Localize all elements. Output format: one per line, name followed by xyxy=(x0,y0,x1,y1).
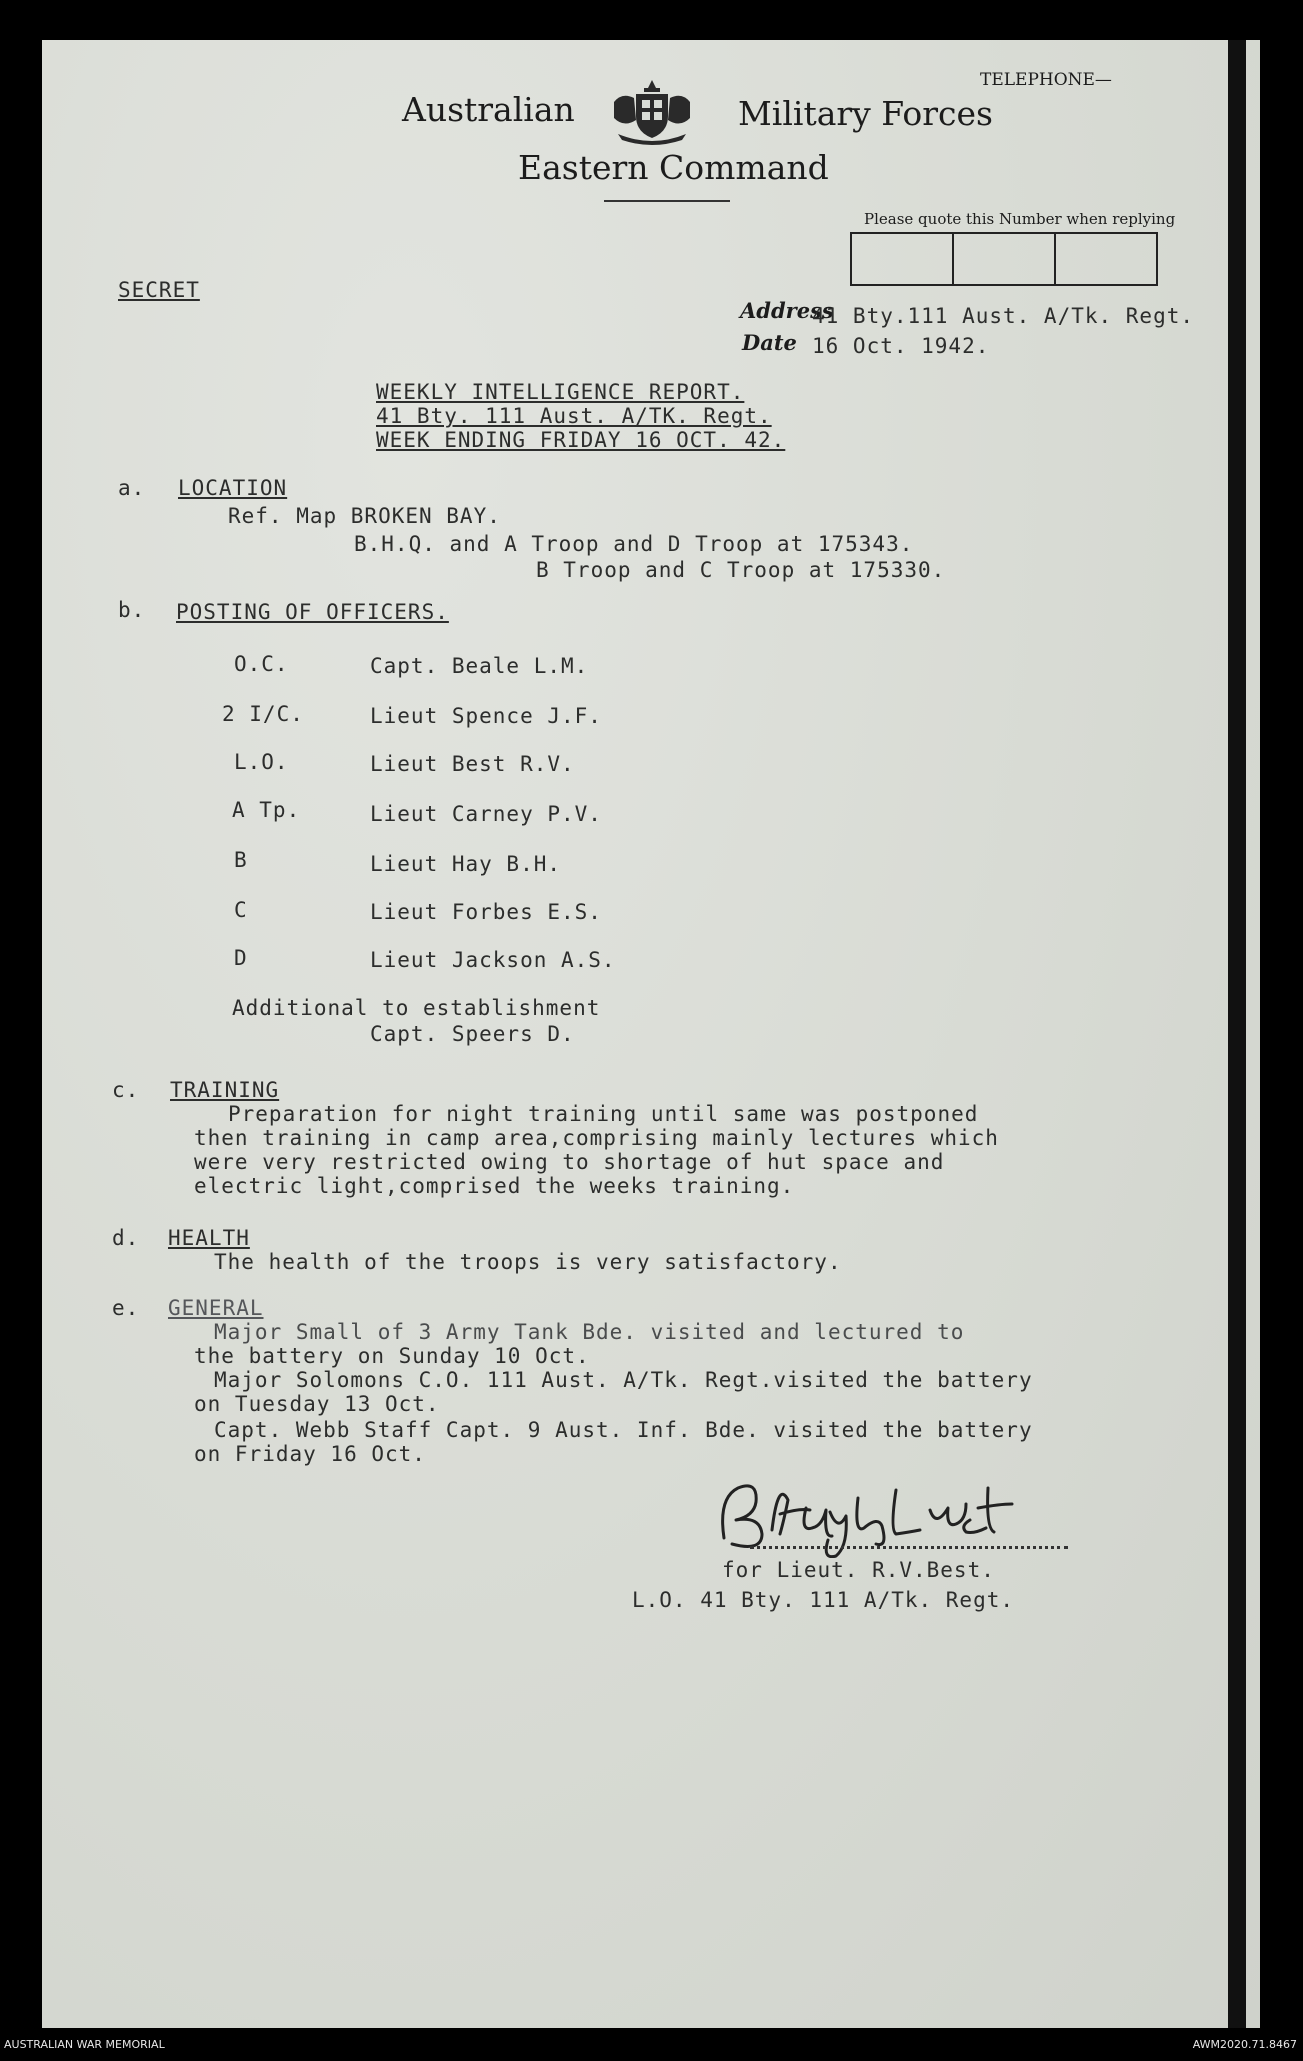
officer-name: Capt. Beale L.M. xyxy=(370,654,589,678)
officer-name: Lieut Forbes E.S. xyxy=(370,900,602,924)
section-a-line2: B.H.Q. and A Troop and D Troop at 175343. xyxy=(354,532,914,556)
date-value: 16 Oct. 1942. xyxy=(812,334,990,358)
letterhead-left-word: Australian xyxy=(402,90,575,129)
handwritten-signature xyxy=(702,1468,1042,1558)
signature-line xyxy=(750,1546,1068,1549)
document-page xyxy=(42,40,1260,2028)
reference-number-box xyxy=(850,232,1158,286)
section-e-line5: Capt. Webb Staff Capt. 9 Aust. Inf. Bde. visited the battery xyxy=(214,1418,1033,1442)
letterhead-rule xyxy=(604,200,730,202)
telephone-label: TELEPHONE— xyxy=(980,70,1112,90)
footer-institution: AUSTRALIAN WAR MEMORIAL xyxy=(4,2038,165,2051)
section-c-line2: then training in camp area,comprising mainly lectures which xyxy=(194,1126,999,1150)
section-e-line2: the battery on Sunday 10 Oct. xyxy=(194,1344,590,1368)
officer-role: C xyxy=(234,898,248,922)
section-e-line6: on Friday 16 Oct. xyxy=(194,1442,426,1466)
section-b-heading: POSTING OF OFFICERS. xyxy=(176,600,449,624)
officer-name: Lieut Carney P.V. xyxy=(370,802,602,826)
section-e-heading: GENERAL xyxy=(168,1296,264,1320)
section-c-line4: electric light,comprised the weeks training. xyxy=(194,1174,795,1198)
address-label: Address xyxy=(740,298,834,323)
letterhead-right-words: Military Forces xyxy=(738,94,993,133)
officer-name: Lieut Jackson A.S. xyxy=(370,948,616,972)
address-value: 41 Bty.111 Aust. A/Tk. Regt. xyxy=(812,304,1195,328)
section-c-heading: TRAINING xyxy=(170,1078,280,1102)
officer-role: 2 I/C. xyxy=(222,702,304,726)
section-e-line3: Major Solomons C.O. 111 Aust. A/Tk. Regt.visited the battery xyxy=(214,1368,1033,1392)
officer-role: D xyxy=(234,946,248,970)
section-d-letter: d. xyxy=(112,1226,140,1250)
classification-marking: SECRET xyxy=(118,278,200,302)
officer-role: A Tp. xyxy=(232,798,301,822)
additional-establishment-name: Capt. Speers D. xyxy=(370,1022,575,1046)
section-a-heading: LOCATION xyxy=(178,476,288,500)
section-a-line3: B Troop and C Troop at 175330. xyxy=(536,558,946,582)
section-c-line1: Preparation for night training until same was postponed xyxy=(228,1102,979,1126)
signature-lo-line: L.O. 41 Bty. 111 A/Tk. Regt. xyxy=(632,1588,1015,1612)
coat-of-arms-icon xyxy=(604,78,700,148)
section-e-line4: on Tuesday 13 Oct. xyxy=(194,1392,440,1416)
report-title-line3: WEEK ENDING FRIDAY 16 OCT. 42. xyxy=(376,428,786,452)
section-c-line3: were very restricted owing to shortage of hut space and xyxy=(194,1150,945,1174)
footer-accession-number: AWM2020.71.8467 xyxy=(1192,2038,1297,2051)
officer-name: Lieut Spence J.F. xyxy=(370,704,602,728)
additional-establishment-label: Additional to establishment xyxy=(232,996,601,1020)
section-d-heading: HEALTH xyxy=(168,1226,250,1250)
section-e-line1: Major Small of 3 Army Tank Bde. visited and lectured to xyxy=(214,1320,965,1344)
section-b-letter: b. xyxy=(118,598,146,622)
officer-name: Lieut Hay B.H. xyxy=(370,852,562,876)
signature-for-line: for Lieut. R.V.Best. xyxy=(722,1558,995,1582)
officer-role: L.O. xyxy=(234,750,289,774)
section-e-letter: e. xyxy=(112,1296,140,1320)
officer-role: O.C. xyxy=(234,652,289,676)
section-d-line1: The health of the troops is very satisfactory. xyxy=(214,1250,842,1274)
report-title-line2: 41 Bty. 111 Aust. A/TK. Regt. xyxy=(376,404,772,428)
officer-role: B xyxy=(234,848,248,872)
scan-edge-shadow xyxy=(1228,40,1246,2028)
date-label: Date xyxy=(742,330,797,355)
section-c-letter: c. xyxy=(112,1078,140,1102)
letterhead-command: Eastern Command xyxy=(518,148,829,187)
quote-number-label: Please quote this Number when replying xyxy=(864,210,1176,228)
section-a-letter: a. xyxy=(118,476,146,500)
section-a-line1: Ref. Map BROKEN BAY. xyxy=(228,504,501,528)
officer-name: Lieut Best R.V. xyxy=(370,752,575,776)
report-title-line1: WEEKLY INTELLIGENCE REPORT. xyxy=(376,380,745,404)
